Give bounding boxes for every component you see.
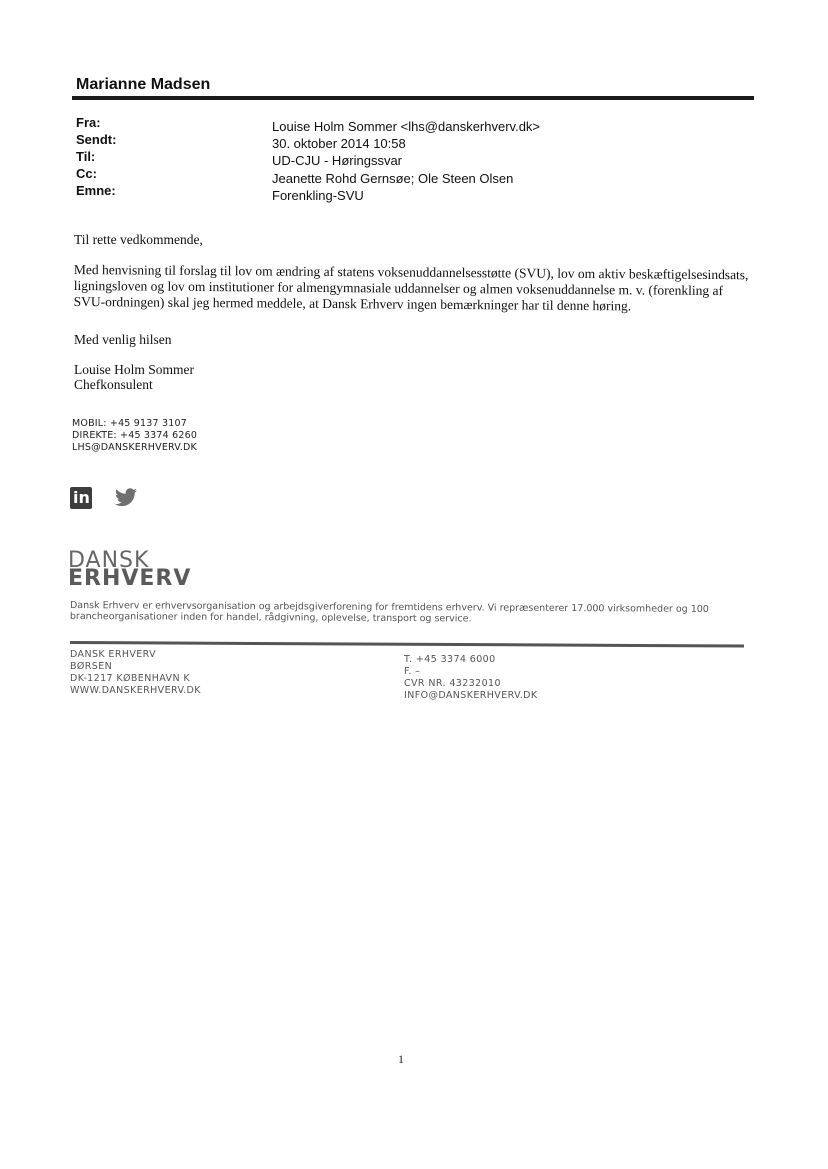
from-value: Louise Holm Sommer <lhs@danskerhverv.dk> xyxy=(272,119,541,134)
contact-email[interactable]: LHS@DANSKERHVERV.DK xyxy=(72,442,197,453)
header-divider xyxy=(72,96,754,100)
contact-direct: DIREKTE: +45 3374 6260 xyxy=(72,430,198,441)
linkedin-icon[interactable] xyxy=(70,487,92,509)
sent-label: Sendt: xyxy=(76,132,117,147)
contact-mobile: MOBIL: +45 9137 3107 xyxy=(72,418,187,429)
subject-label: Emne: xyxy=(76,183,116,198)
footer-cvr: CVR NR. 43232010 xyxy=(404,678,501,689)
sent-value: 30. oktober 2014 10:58 xyxy=(272,136,406,151)
footer-email[interactable]: INFO@DANSKERHVERV.DK xyxy=(404,690,538,701)
twitter-icon[interactable] xyxy=(114,487,136,509)
closing: Med venlig hilsen xyxy=(74,332,172,347)
linkedin-glyph: in xyxy=(73,488,90,507)
footer-website[interactable]: WWW.DANSKERHVERV.DK xyxy=(70,685,201,696)
subject-value: Forenkling-SVU xyxy=(272,188,364,203)
to-value: UD-CJU - Høringssvar xyxy=(272,153,402,168)
body-line: Med henvisning til forslag til lov om ændring af statens voksenuddannelsesstøtte (SVU), lov om aktiv beskæftigelsesindsats, xyxy=(73,262,749,283)
cc-label: Cc: xyxy=(76,166,97,181)
organisation-tagline xyxy=(70,600,750,626)
body-line: ligningsloven og lov om institutioner for almengymnasiale uddannelser og almen voksenuddannelse m. v. (forenkling af xyxy=(73,277,724,299)
signature-name: Louise Holm Sommer xyxy=(74,362,194,377)
to-label: Til: xyxy=(76,149,96,164)
footer-postal: DK-1217 KØBENHAVN K xyxy=(70,673,190,684)
cc-value: Jeanette Rohd Gernsøe; Ole Steen Olsen xyxy=(272,171,514,186)
logo-line-dansk: DANSK xyxy=(68,548,150,573)
from-label: Fra: xyxy=(76,115,101,130)
body-paragraph xyxy=(74,262,774,315)
page-number: 1 xyxy=(398,1052,404,1066)
footer-address xyxy=(70,649,201,697)
signature-title: Chefkonsulent xyxy=(74,377,153,392)
body-line: SVU-ordningen) skal jeg hermed meddele, at Dansk Erhverv ingen bemærkninger har til denne høring. xyxy=(73,293,632,314)
footer-fax: F. – xyxy=(404,666,421,677)
footer-phone: T. +45 3374 6000 xyxy=(404,654,496,665)
footer-building: BØRSEN xyxy=(70,661,113,672)
tagline-line: brancheorganisationer inden for handel, rådgivning, oplevelse, transport og service. xyxy=(69,610,472,625)
tagline-line: Dansk Erhverv er erhvervsorganisation og arbejdsgiverforening for fremtidens erhverv. Vi repræsenterer 17.000 virksomheder og 100 xyxy=(69,600,709,615)
document-owner-name: Marianne Madsen xyxy=(76,76,211,93)
logo-line-erhverv: ERHVERV xyxy=(68,566,192,591)
footer-contact xyxy=(404,654,538,702)
footer-divider xyxy=(70,641,744,648)
footer-company: DANSK ERHVERV xyxy=(70,649,157,660)
greeting: Til rette vedkommende, xyxy=(74,232,203,247)
